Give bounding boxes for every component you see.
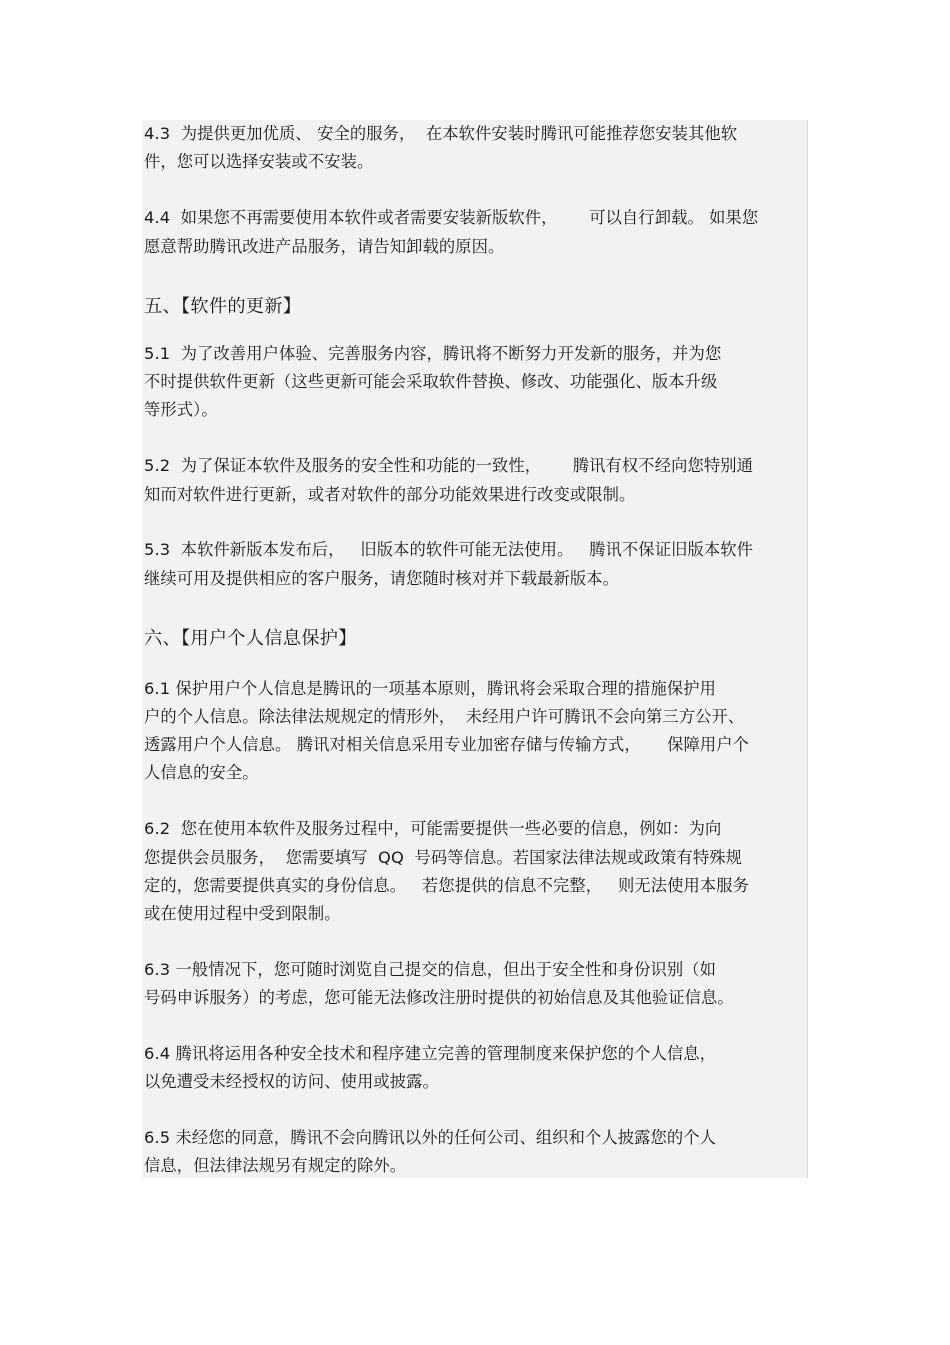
text-line: 6.4 腾讯将运用各种安全技术和程序建立完善的管理制度来保护您的个人信息，	[144, 1044, 717, 1063]
text-line: 6.1 保护用户个人信息是腾讯的一项基本原则，腾讯将会采取合理的措施保护用	[144, 679, 717, 698]
text-line: 件，您可以选择安装或不安装。	[144, 152, 374, 171]
text-line: 6.3 一般情况下，您可随时浏览自己提交的信息，但出于安全性和身份识别（如	[144, 960, 717, 979]
text-line: 6.2 您在使用本软件及服务过程中，可能需要提供一些必要的信息，例如：为向	[144, 819, 722, 838]
text-line: 透露用户个人信息。 腾讯对相关信息采用专业加密存储与传输方式， 保障用户个	[144, 735, 749, 754]
text-line: 愿意帮助腾讯改进产品服务，请告知卸载的原因。	[144, 237, 505, 256]
text-line: 人信息的安全。	[144, 763, 259, 782]
text-line: 信息，但法律法规另有规定的除外。	[144, 1156, 407, 1175]
text-line: 5.3 本软件新版本发布后， 旧版本的软件可能无法使用。 腾讯不保证旧版本软件	[144, 540, 753, 559]
text-line: 户的个人信息。除法律法规规定的情形外， 未经用户许可腾讯不会向第三方公开、	[144, 707, 745, 726]
text-line: 4.3 为提供更加优质、 安全的服务， 在本软件安装时腾讯可能推荐您安装其他软	[144, 124, 738, 143]
text-line: 继续可用及提供相应的客户服务，请您随时核对并下载最新版本。	[144, 569, 620, 588]
text-line: 等形式）。	[144, 400, 218, 419]
text-line: 号码申诉服务）的考虑，您可能无法修改注册时提供的初始信息及其他验证信息。	[144, 988, 734, 1007]
section-heading-5: 五、【软件的更新】	[144, 296, 302, 317]
text-line: 不时提供软件更新（这些更新可能会采取软件替换、修改、功能强化、版本升级	[144, 372, 718, 391]
text-line: 以免遭受未经授权的访问、使用或披露。	[144, 1072, 439, 1091]
text-line: 4.4 如果您不再需要使用本软件或者需要安装新版软件， 可以自行卸载。 如果您	[144, 208, 759, 227]
text-line: 知而对软件进行更新，或者对软件的部分功能效果进行改变或限制。	[144, 485, 636, 504]
section-heading-6: 六、【用户个人信息保护】	[144, 628, 357, 649]
text-line: 定的，您需要提供真实的身份信息。 若您提供的信息不完整， 则无法使用本服务	[144, 876, 749, 895]
text-line: 5.1 为了改善用户体验、完善服务内容，腾讯将不断努力开发新的服务，并为您	[144, 344, 722, 363]
text-line: 或在使用过程中受到限制。	[144, 904, 341, 923]
text-line: 您提供会员服务， 您需要填写 QQ 号码等信息。若国家法律法规或政策有特殊规	[144, 848, 743, 867]
text-line: 6.5 未经您的同意，腾讯不会向腾讯以外的任何公司、组织和个人披露您的个人	[144, 1128, 717, 1147]
text-line: 5.2 为了保证本软件及服务的安全性和功能的一致性， 腾讯有权不经向您特别通	[144, 456, 753, 475]
